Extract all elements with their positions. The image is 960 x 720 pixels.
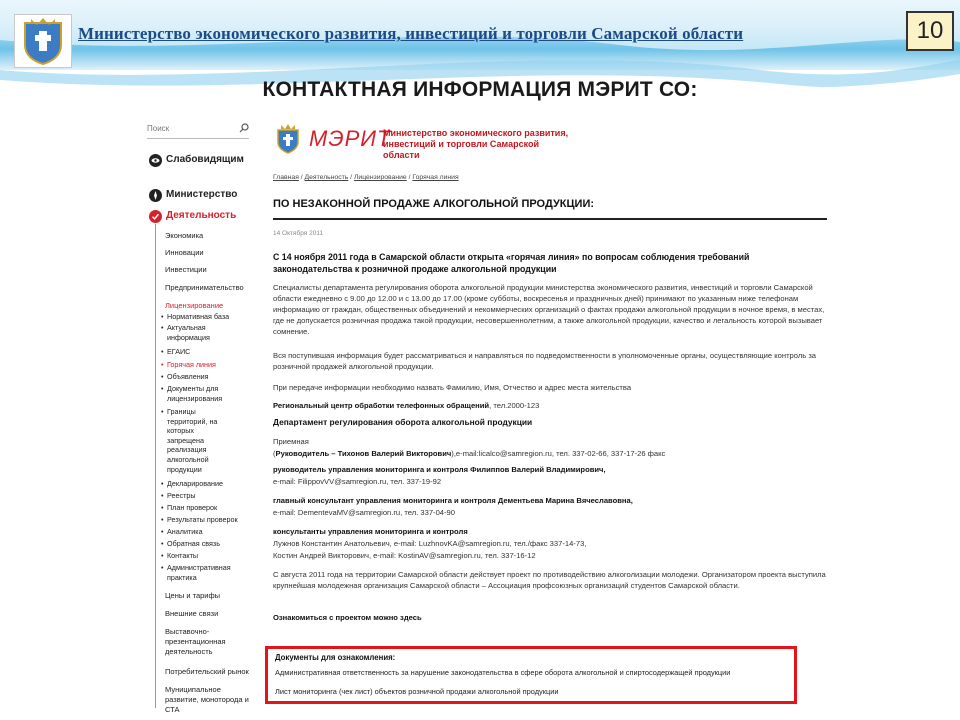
- sidebar-subitem-admin-practice[interactable]: • Административная практика: [167, 563, 241, 582]
- slide-title: КОНТАКТНАЯ ИНФОРМАЦИЯ МЭРИТ СО:: [262, 78, 698, 101]
- website-screenshot: [131, 110, 843, 714]
- breadcrumb-item[interactable]: Лицензирование: [353, 174, 407, 181]
- department-title: Департамент регулирования оборота алкогольной продукции: [273, 417, 533, 427]
- sidebar-item-external[interactable]: Внешние связи: [165, 609, 219, 618]
- site-search-input[interactable]: [147, 124, 249, 139]
- consultants-title: [273, 526, 827, 537]
- ministry-link[interactable]: Министерство экономического развития, инвестиций и торговли Самарской области: [78, 24, 744, 43]
- search-icon[interactable]: [239, 123, 249, 133]
- sidebar-item-label: Слабовидящим: [166, 154, 244, 165]
- documents-heading: Документы для ознакомления:: [275, 653, 396, 662]
- eye-icon: [149, 154, 162, 167]
- paragraph-project: С августа 2011 года на территории Самарской области действует проект по противодействию алкоголизации молодежи. Организатором проекта выступила крупнейшая молодежная организация Самарской области – Ассоциация профсоюзных организаций студентов Самарской области.: [273, 570, 826, 590]
- sidebar-subitem-analytics[interactable]: • Аналитика: [167, 527, 247, 537]
- search-label: Поиск: [147, 124, 170, 133]
- document-link[interactable]: Административная ответственность за нарушение законодательства в сфере оборота алкогольной и спиртосодержащей продукции: [275, 668, 731, 677]
- page-title: ПО НЕЗАКОННОЙ ПРОДАЖЕ АЛКОГОЛЬНОЙ ПРОДУКЦИИ:: [273, 198, 595, 210]
- sidebar-item-investments[interactable]: Инвестиции: [165, 265, 207, 274]
- sidebar-subitem-declaring[interactable]: • Декларирование: [167, 479, 247, 489]
- consultant-1: Лужнов Константин Анатольевич, e-mail: LuzhnovKA@samregion.ru, тел./факс 337-14-73,: [273, 539, 587, 548]
- post-date: 14 Октября 2011: [273, 230, 324, 237]
- sidebar-item-licensing[interactable]: Лицензирование: [165, 301, 224, 310]
- slide-page-number: 10: [906, 11, 954, 51]
- sidebar-subitem-territory-bounds[interactable]: • Границы территорий, на которых запрещена реализация алкогольной продукции: [167, 407, 229, 474]
- sidebar-subitem-announcements[interactable]: • Объявления: [167, 372, 247, 382]
- chief-consultant-name: главный консультант управления мониторинга и контроля Дементьева Марина Вячеславовна,: [273, 496, 633, 505]
- logo-name: МЭРИТ: [309, 126, 392, 151]
- sidebar-subitem-hotline[interactable]: • Горячая линия: [167, 360, 247, 370]
- sidebar-item-innovations[interactable]: Инновации: [165, 248, 204, 257]
- breadcrumb-item[interactable]: Главная: [273, 174, 299, 181]
- sidebar-item-entrepreneurship[interactable]: Предпринимательство: [165, 283, 244, 292]
- project-link-text[interactable]: Ознакомиться с проектом можно здесь: [273, 613, 422, 622]
- emblem-icon: [275, 124, 301, 154]
- call-center-label: Региональный центр обработки телефонных обращений: [273, 401, 490, 410]
- samara-emblem-icon: [14, 14, 72, 68]
- logo-organization: Министерство экономического развития, инвестиций и торговли Самарской области: [383, 128, 569, 160]
- consultants-label: консультанты управления мониторинга и контроля: [273, 527, 468, 536]
- call-center-phone: , тел.2000-123: [489, 401, 540, 410]
- title-divider: [273, 218, 827, 220]
- breadcrumb-item[interactable]: Деятельность: [304, 174, 349, 181]
- breadcrumb-item[interactable]: Горячая линия: [412, 174, 459, 181]
- lead-text: С 14 ноября 2011 года в Самарской области открыта «горячая линия» по вопросам соблюдения требований законодательства к розничной продаже алкогольной продукции: [273, 252, 750, 274]
- sidebar-item-label: Министерство: [166, 189, 238, 200]
- reception-label: Приемная: [273, 437, 309, 446]
- sidebar-tree-line: [155, 224, 156, 708]
- sidebar-item-exhibitions[interactable]: Выставочно-презентационная деятельность: [165, 627, 226, 656]
- call-center-line: [273, 400, 827, 411]
- monitor-head-contacts: e-mail: FilippovVV@samregion.ru, тел. 337-19-92: [273, 477, 442, 486]
- document-link[interactable]: Лист мониторинга (чек лист) объектов розничной продажи алкогольной продукции: [275, 687, 559, 696]
- head-contacts: ),e-mail:licalco@samregion.ru, тел. 337-02-66, 337-17-26 факс: [451, 449, 666, 458]
- merit-logo[interactable]: [275, 122, 569, 160]
- sidebar-item-economy[interactable]: Экономика: [165, 231, 204, 240]
- sidebar-subitem-contacts[interactable]: • Контакты: [167, 551, 247, 561]
- paragraph-forwarding: Вся поступившая информация будет рассматриваться и направляться по подведомственности в уполномоченные органы, осуществляющие контроль за розничной продажей алкогольной продукции.: [273, 351, 817, 371]
- sidebar-item-label: Деятельность: [166, 210, 237, 221]
- site-content: [273, 110, 833, 708]
- paragraph-info-needed: При передаче информации необходимо назвать Фамилию, Имя, Отчество и адрес места жительства: [273, 383, 632, 392]
- sidebar-subitem-license-docs[interactable]: • Документы для лицензирования: [167, 384, 231, 403]
- sidebar-subitem-inspection-results[interactable]: • Результаты проверок: [167, 515, 257, 525]
- sidebar-item-prices[interactable]: Цены и тарифы: [165, 591, 221, 600]
- site-sidebar: [131, 110, 263, 714]
- sidebar-subitem-registers[interactable]: • Реестры: [167, 491, 247, 501]
- sidebar-subitem-regulatory[interactable]: • Нормативная база: [167, 312, 247, 322]
- paragraph-intro: Специалисты департамента регулирования оборота алкогольной продукции министерства экономического развития, инвестиций и торговли Самарской области ежедневно с 9.00 до 12.00 и с 13.00 до 17.00 (кроме субботы, воскресенья и праздничных дней) принимают по указанным ниже телефонам информацию от граждан, общественных объединений и некоммерческих организаций о фактах продажи алкогольной продукции в ночное время, в местах, где не допускается розничная продажа такой продукции, несовершеннолетним, а также алкогольной продукции, качество и легальность которой вызывает сомнение.: [273, 283, 825, 336]
- chief-consultant-line: [273, 495, 827, 506]
- head-contact-line: (Руководитель – Тихонов Валерий Викторович),e-mail:licalco@samregion.ru, тел. 337-02-66, 337-17-26 факс: [273, 449, 666, 458]
- project-link[interactable]: [273, 612, 827, 623]
- check-icon: [149, 210, 162, 223]
- sidebar-subitem-inspection-plan[interactable]: • План проверок: [167, 503, 247, 513]
- sidebar-item-consumer-market[interactable]: Потребительский рынок: [165, 667, 249, 676]
- sidebar-item-municipal[interactable]: Муниципальное развитие, монотоpода и СТА: [165, 685, 249, 714]
- documents-highlight: [265, 646, 797, 704]
- sidebar-subitem-feedback[interactable]: • Обратная связь: [167, 539, 247, 549]
- compass-icon: [149, 189, 162, 202]
- sidebar-subitem-egais[interactable]: • ЕГАИС: [167, 347, 247, 357]
- breadcrumb: Главная / Деятельность / Лицензирование / Горячая линия: [273, 174, 459, 181]
- consultant-2: Костин Андрей Викторович, e-mail: KostinAV@samregion.ru, тел. 337-16-12: [273, 551, 536, 560]
- monitor-head-line: [273, 464, 827, 475]
- chief-consultant-contacts: e-mail: DementevaMV@samregion.ru, тел. 337-04-90: [273, 508, 455, 517]
- sidebar-subitem-actual-info[interactable]: • Актуальная информация: [167, 323, 225, 342]
- head-name: Руководитель – Тихонов Валерий Викторович: [275, 449, 452, 458]
- monitor-head-name: руководитель управления мониторинга и контроля Филиппов Валерий Владимирович,: [273, 465, 606, 474]
